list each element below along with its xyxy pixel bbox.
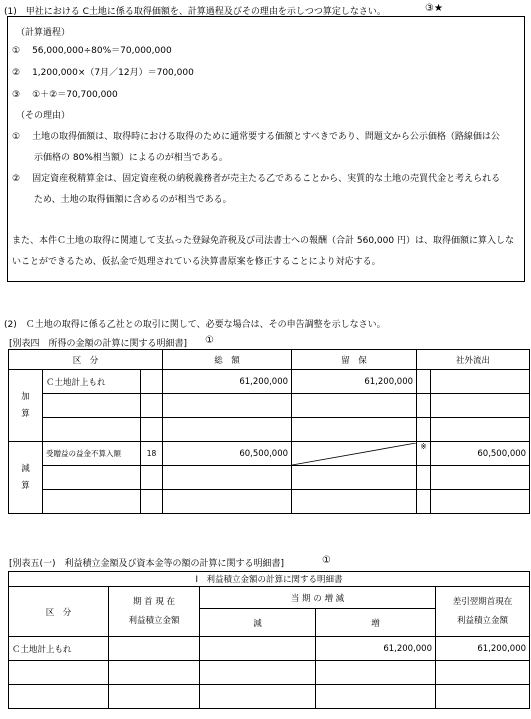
note-line-2: いことができるため、仮払金で処理されている決算書原案を修正することにより対応する。 — [12, 257, 381, 267]
section-title: Ⅰ 利益積立金額の計算に関する明細書 — [9, 572, 530, 587]
add-label: 加 算 — [9, 370, 43, 442]
answer-box-1 — [7, 16, 525, 282]
header-decrease: 減 — [200, 609, 316, 637]
diagonal-strike — [292, 443, 416, 465]
row-increase-5: 61,200,000 — [316, 637, 436, 661]
add-row-total: 61,200,000 — [163, 370, 292, 394]
schedule-4-table — [8, 349, 530, 514]
sub-row-shagai: 60,500,000 — [431, 442, 530, 466]
calc-line-3: ③ ①＋②＝70,700,000 — [12, 90, 118, 100]
header-begin: 期 首 現 在 利益積立金額 — [109, 587, 200, 637]
table4-mark: ① — [205, 335, 214, 346]
reason-2-line-1: ② 固定資産税精算金は、固定資産税の納税義務者が売主たる乙であることから、実質的な土地の売買代金と考えられる — [12, 174, 501, 184]
reason-title: （その理由） — [16, 111, 71, 121]
header-kubun: 区 分 — [9, 350, 163, 370]
add-row-name: Ｃ土地計上もれ — [43, 370, 141, 394]
table5-title: [別表五(一) 利益積立金額及び資本金等の額の計算に関する明細書] — [9, 559, 285, 569]
header-end: 差引翌期首現在 利益積立金額 — [436, 587, 530, 637]
header-shagai: 社外流出 — [417, 350, 530, 370]
calc-line-1: ① 56,000,000÷80%＝70,000,000 — [12, 46, 172, 56]
note-line-1: また、本件Ｃ土地の取得に関連して支払った登録免許税及び司法書士への報酬（合計 560,000 円）は、取得価額に算入しな — [12, 236, 514, 246]
sub-row-name: 受贈益の益金不算入額 — [43, 442, 141, 466]
question-1-heading: (1) 甲社における C土地に係る取得価額を、計算過程及びその理由を示しつつ算定しなさい。 — [4, 7, 386, 17]
header-total: 総 額 — [163, 350, 292, 370]
header-ryuho: 留 保 — [292, 350, 417, 370]
header-change: 当 期 の 増 減 — [200, 587, 436, 609]
row-name-5: Ｃ土地計上もれ — [9, 637, 109, 661]
row-end-5: 61,200,000 — [436, 637, 530, 661]
header-kubun-5: 区 分 — [9, 587, 109, 637]
sub-row-total: 60,500,000 — [163, 442, 292, 466]
reason-1-line-2: 示価格の 80%相当額）によるのが相当である。 — [34, 153, 228, 163]
add-row-ryuho: 61,200,000 — [292, 370, 417, 394]
sub-row-mark: ※ — [417, 442, 431, 466]
reason-1-line-1: ① 土地の取得価額は、取得時における取得のために通常要する価額とすべきであり、問題文から公示価格（路線価は公 — [12, 132, 500, 142]
calc-line-2: ② 1,200,000×（7月／12月）＝700,000 — [12, 68, 194, 78]
table5-mark: ① — [322, 555, 331, 566]
question-2-heading: (2) Ｃ土地の取得に係る乙社との取引に関して、必要な場合は、その申告調整を示しなさい。 — [4, 320, 386, 330]
sub-row-ryuho-struck — [292, 442, 417, 466]
score-mark-1: ③★ — [425, 3, 443, 14]
calc-title: （計算過程） — [16, 28, 71, 38]
subtract-label: 減 算 — [9, 442, 43, 514]
schedule-5-table — [8, 571, 530, 709]
reason-2-line-2: ため、土地の取得価額に含めるのが相当である。 — [34, 195, 232, 205]
sub-row-no: 18 — [141, 442, 163, 466]
header-increase: 増 — [316, 609, 436, 637]
table4-title: [別表四 所得の金額の計算に関する明細書] — [9, 339, 188, 349]
